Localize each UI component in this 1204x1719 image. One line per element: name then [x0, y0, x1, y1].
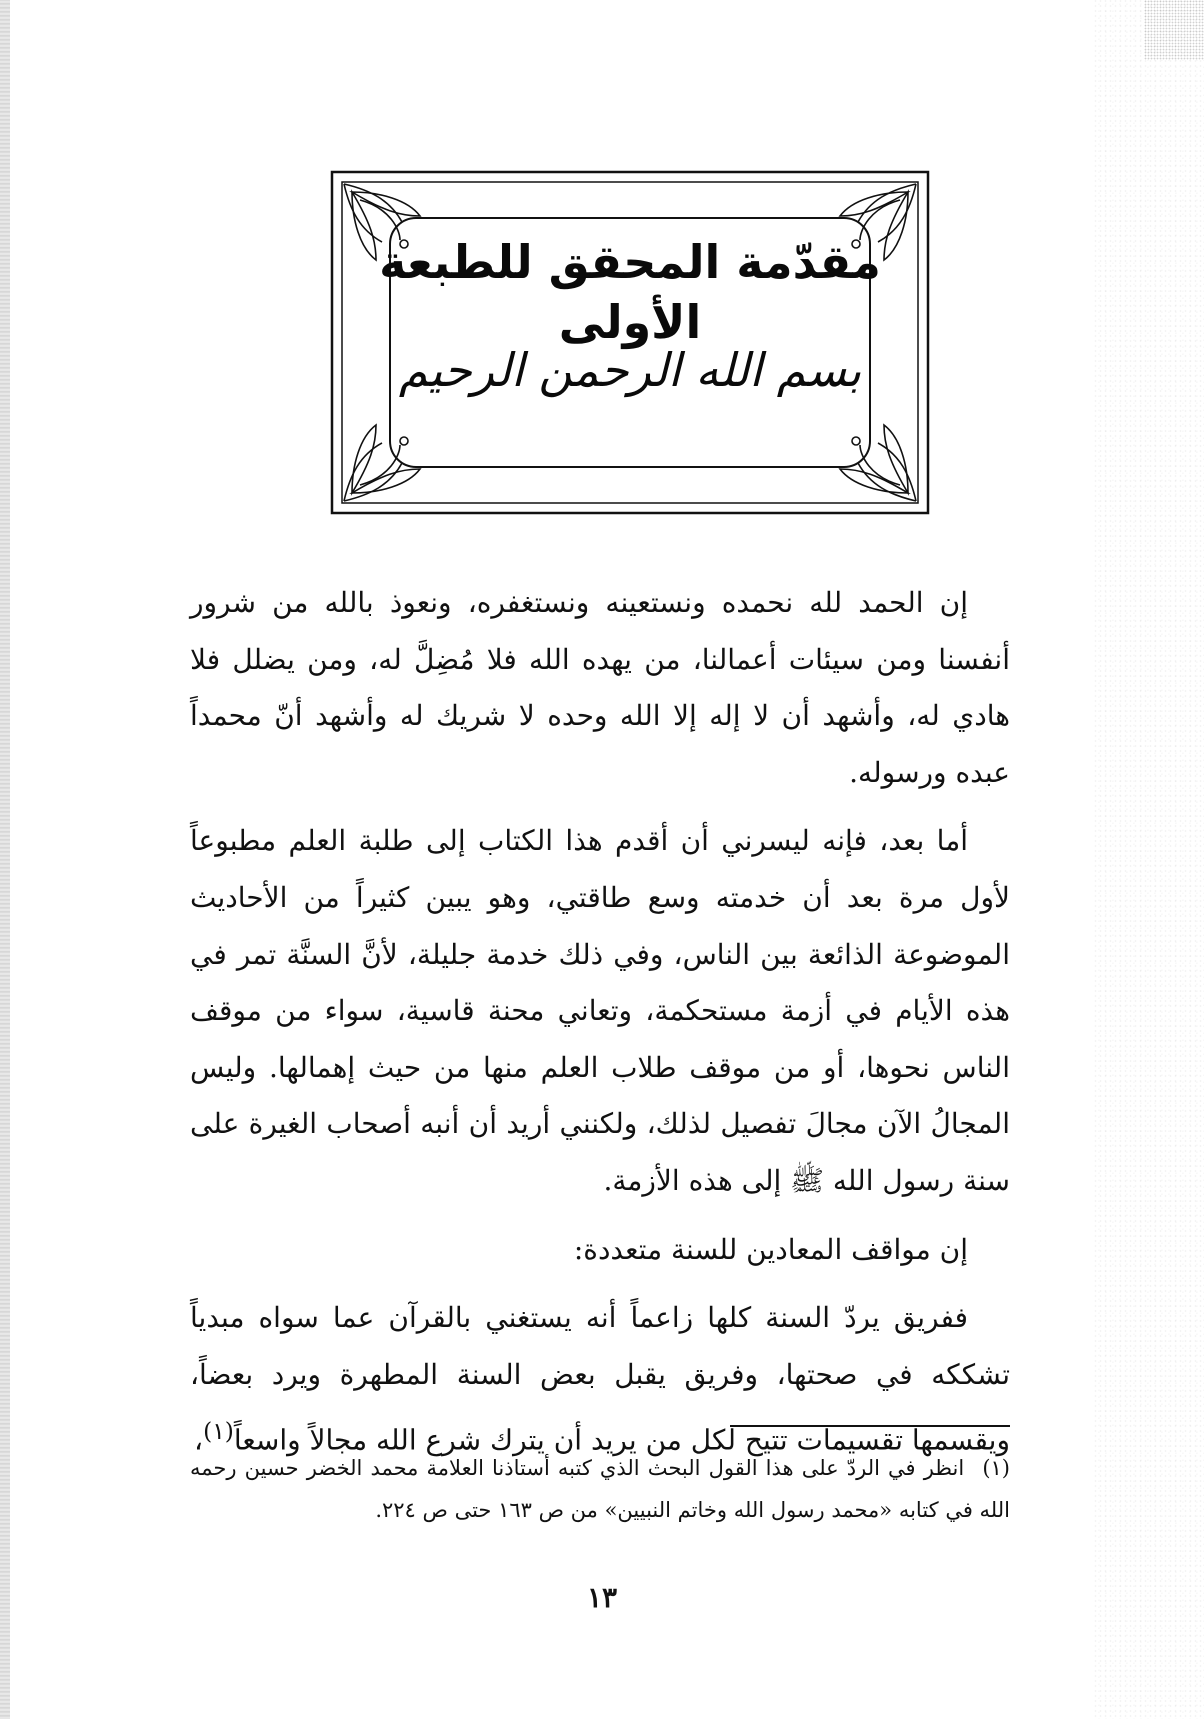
- scan-edge-right: [1094, 0, 1204, 1719]
- scan-edge-left: [0, 0, 10, 1719]
- paragraph-4: [190, 1290, 1010, 1469]
- paragraph-4-trailing-comma: ،: [194, 1423, 204, 1457]
- corner-ornament-bottom-left-icon: [344, 425, 420, 501]
- paragraph-3: إن مواقف المعادين للسنة متعددة:: [573, 1232, 968, 1266]
- page-title: مقدّمة المحقق للطبعة الأولى: [379, 235, 881, 349]
- footnote-divider: [730, 1425, 1010, 1427]
- footnote-reference: (١): [203, 1417, 234, 1446]
- scan-edge-corner: [1144, 0, 1204, 60]
- paragraph-4-text: ففريق يردّ السنة كلها زاعماً أنه يستغني بالقرآن عما سواه مبدياً تشككه في صحتها، وفريق يقبل بعض السنة المطهرة ويرد بعضاً، ويقسمها تقسيمات تتيح لكل من يريد أن يترك شرع الله مجالاً واسعاً: [190, 1301, 1010, 1457]
- footnote-number: (١): [982, 1456, 1010, 1480]
- main-text: [190, 575, 1010, 1469]
- footnote: [190, 1447, 1010, 1531]
- title-frame: [330, 170, 930, 515]
- paragraph-2: أما بعد، فإنه ليسرني أن أقدم هذا الكتاب إلى طلبة العلم مطبوعاً لأول مرة بعد أن خدمته وسع طاقتي، وهو يبين كثيراً من الأحاديث الموضوعة الذائعة بين الناس، وفي ذلك خدمة جليلة، لأنَّ السنَّة تمر في هذه الأيام في أزمة مستحكمة، وتعاني محنة قاسية، سواء من موقف الناس نحوها، أو من موقف طلاب العلم منها من حيث إهمالها. وليس المجالُ الآن مجالَ تفصيل لذلك، ولكنني أريد أن أنبه أصحاب الغيرة على سنة رسول الله ﷺ إلى هذه الأزمة.: [190, 824, 1010, 1197]
- paragraph-1: إن الحمد لله نحمده ونستعينه ونستغفره، ونعوذ بالله من شرور أنفسنا ومن سيئات أعمالنا، من يهده الله فلا مُضِلَّ له، ومن يضلل فلا هادي له، وأشهد أن لا إله إلا الله وحده لا شريك له وأشهد أنّ محمداً عبده ورسوله.: [190, 586, 1010, 789]
- basmala-calligraphy: بسم الله الرحمن الرحيم: [398, 343, 862, 397]
- corner-ornament-bottom-right-icon: [840, 425, 916, 501]
- footnote-text: انظر في الردّ على هذا القول البحث الذي كتبه أستاذنا العلامة محمد الخضر حسين رحمه الله في كتابه «محمد رسول الله وخاتم النبيين» من ص ١٦٣ حتى ص ٢٢٤.: [190, 1456, 1010, 1522]
- page-number: ١٣: [586, 1581, 618, 1614]
